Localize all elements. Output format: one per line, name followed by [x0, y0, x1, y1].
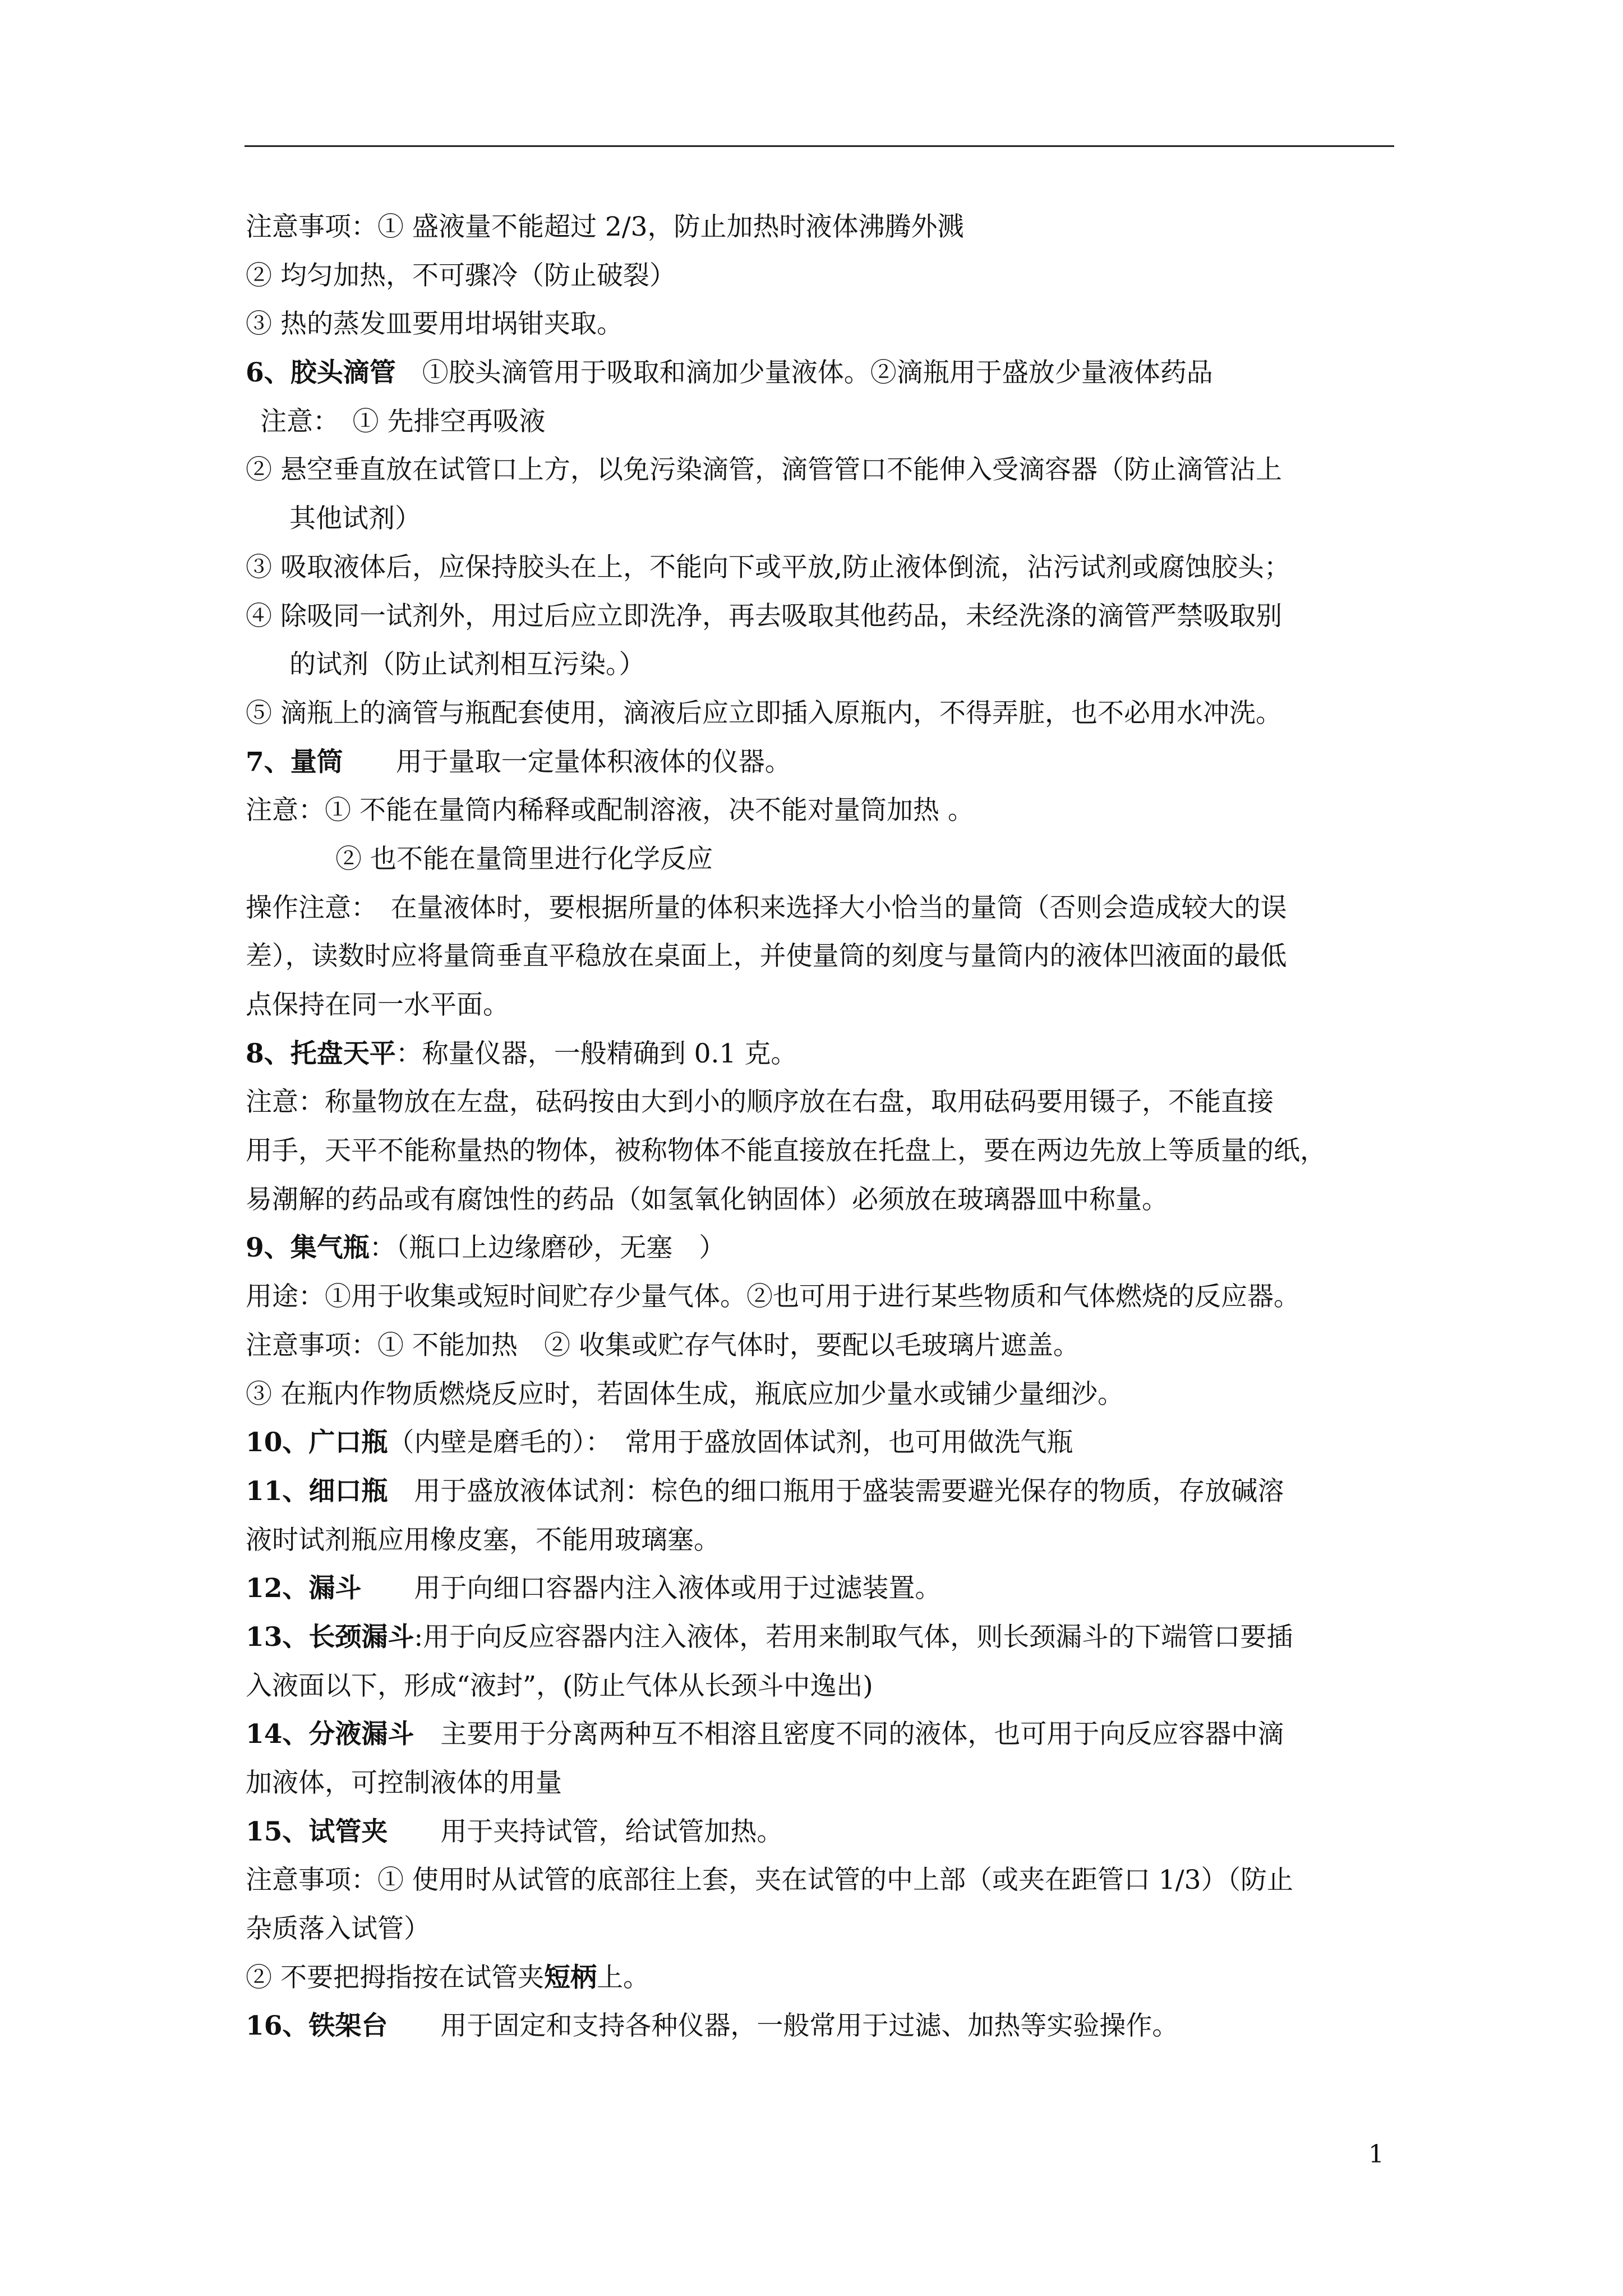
line-text: 的试剂（防止试剂相互污染。） [289, 649, 645, 680]
line-text: 注意事项：① 使用时从试管的底部往上套，夹在试管的中上部（或夹在距管口 1/3）（防止 [246, 1865, 1294, 1896]
page-number: 1 [1368, 2140, 1384, 2169]
text-line [246, 1516, 1395, 1565]
text-line [246, 835, 1395, 884]
line-text: 用途：①用于收集或短时间贮存少量气体。②也可用于进行某些物质和气体燃烧的反应器。 [246, 1281, 1300, 1313]
line-text: ③ 热的蒸发皿要用坩埚钳夹取。 [246, 309, 623, 340]
line-text: 注意： ① 先排空再吸液 [260, 406, 546, 437]
section-heading: 15、试管夹 [246, 1816, 388, 1847]
line-text: 其他试剂） [289, 503, 421, 535]
line-text: ⑤ 滴瓶上的滴管与瓶配套使用，滴液后应立即插入原瓶内，不得弄脏，也不必用水冲洗。 [246, 697, 1282, 729]
section-heading: 12、漏斗 [246, 1573, 362, 1604]
line-text: 注意：① 不能在量筒内稀释或配制溶液，决不能对量筒加热 。 [246, 795, 974, 826]
text-line [246, 300, 1395, 349]
section-heading: 9、集气瓶 [246, 1232, 370, 1264]
header-rule [245, 145, 1394, 147]
text-line [246, 592, 1395, 641]
text-line [246, 398, 1395, 447]
line-text: 用于向细口容器内注入液体或用于过滤装置。 [361, 1573, 942, 1604]
text-line [246, 1370, 1395, 1419]
line-text: ② 不要把拇指按在试管夹 [246, 1962, 544, 1993]
text-line [246, 495, 1395, 544]
text-line [246, 252, 1395, 301]
text-line [246, 1322, 1395, 1370]
line-text: ② 悬空垂直放在试管口上方，以免污染滴管，滴管管口不能伸入受滴容器（防止滴管沾上 [246, 454, 1282, 486]
line-text: 用于量取一定量体积液体的仪器。 [343, 746, 791, 777]
line-text: 注意：称量物放在左盘，砝码按由大到小的顺序放在右盘，取用砝码要用镊子，不能直接 [246, 1087, 1274, 1118]
line-text: 用手，天平不能称量热的物体，被称物体不能直接放在托盘上，要在两边先放上等质量的纸， [246, 1135, 1326, 1167]
text-line [246, 1127, 1395, 1176]
line-text-tail: 上。 [596, 1962, 649, 1993]
line-text: 差），读数时应将量筒垂直平稳放在桌面上，并使量筒的刻度与量筒内的液体凹液面的最低 [246, 941, 1287, 972]
line-text: 液时试剂瓶应用橡皮塞，不能用玻璃塞。 [246, 1524, 720, 1556]
line-text: ② 也不能在量筒里进行化学反应 [335, 843, 713, 875]
line-text: 用于夹持试管，给试管加热。 [388, 1816, 783, 1847]
line-text: ①胶头滴管用于吸取和滴加少量液体。②滴瓶用于盛放少量液体药品 [395, 357, 1213, 389]
line-text: ：称量仪器，一般精确到 0.1 克。 [395, 1038, 797, 1069]
section-heading-line [246, 738, 1395, 787]
text-line [246, 786, 1395, 835]
text-line [246, 446, 1395, 495]
section-heading-line [246, 1710, 1395, 1759]
section-heading-line [246, 1565, 1395, 1613]
line-text: 注意事项：① 不能加热 ② 收集或贮存气体时，要配以毛玻璃片遮盖。 [246, 1329, 1080, 1361]
text-line [246, 1954, 1395, 2003]
text-line [246, 689, 1395, 738]
line-text: 点保持在同一水平面。 [246, 990, 509, 1020]
section-heading: 8、托盘天平 [246, 1038, 396, 1069]
section-heading-line [246, 1224, 1395, 1273]
line-text: ④ 除吸同一试剂外，用过后应立即洗净，再去吸取其他药品，未经洗涤的滴管严禁吸取别 [246, 600, 1282, 632]
text-line [246, 1905, 1395, 1954]
bold-term: 短柄 [543, 1962, 597, 1993]
section-heading-line [246, 2002, 1395, 2051]
line-text: 杂质落入试管） [246, 1913, 430, 1945]
section-heading-line [246, 1613, 1395, 1662]
text-line [246, 1759, 1395, 1808]
text-line [246, 1176, 1395, 1225]
section-heading-line [246, 1467, 1395, 1516]
line-text: 入液面以下，形成“液封”，(防止气体从长颈斗中逸出) [246, 1670, 873, 1701]
section-heading: 13、长颈漏斗 [246, 1621, 414, 1653]
section-heading-line [246, 1030, 1395, 1079]
section-heading: 10、广口瓶 [246, 1427, 388, 1458]
text-line [246, 1078, 1395, 1127]
text-line [246, 981, 1395, 1030]
section-heading: 14、分液漏斗 [246, 1719, 414, 1750]
line-text: 加液体，可控制液体的用量 [246, 1768, 562, 1798]
text-line [246, 203, 1395, 252]
line-text: ：（瓶口上边缘磨砂，无塞 ） [369, 1232, 726, 1264]
section-heading: 6、胶头滴管 [246, 357, 396, 389]
line-text: 注意事项：① 盛液量不能超过 2/3，防止加热时液体沸腾外溅 [246, 211, 964, 242]
line-text: （内壁是磨毛的）： 常用于盛放固体试剂，也可用做洗气瓶 [388, 1427, 1073, 1458]
text-line [246, 884, 1395, 933]
text-line [246, 641, 1395, 689]
section-heading-line [246, 1808, 1395, 1857]
text-line [246, 932, 1395, 981]
text-line [246, 544, 1395, 592]
section-heading-line [246, 1419, 1395, 1467]
line-text: 用于盛放液体试剂：棕色的细口瓶用于盛装需要避光保存的物质，存放碱溶 [388, 1475, 1284, 1507]
section-heading-line [246, 349, 1395, 398]
line-text: ② 均匀加热，不可骤冷（防止破裂） [246, 260, 676, 291]
line-text: 主要用于分离两种互不相溶且密度不同的液体，也可用于向反应容器中滴 [414, 1719, 1284, 1750]
text-line [246, 1856, 1395, 1905]
line-text: :用于向反应容器内注入液体，若用来制取气体，则长颈漏斗的下端管口要插 [414, 1621, 1293, 1653]
section-heading: 16、铁架台 [246, 2010, 388, 2042]
line-text: ③ 在瓶内作物质燃烧反应时，若固体生成，瓶底应加少量水或铺少量细沙。 [246, 1378, 1124, 1410]
line-text: 用于固定和支持各种仪器，一般常用于过滤、加热等实验操作。 [388, 2010, 1179, 2042]
line-text: 易潮解的药品或有腐蚀性的药品（如氢氧化钠固体）必须放在玻璃器皿中称量。 [246, 1184, 1168, 1215]
section-heading: 7、量筒 [246, 746, 343, 777]
section-heading: 11、细口瓶 [246, 1475, 388, 1507]
line-text: 操作注意： 在量液体时，要根据所量的体积来选择大小恰当的量筒（否则会造成较大的误 [246, 892, 1287, 923]
line-text: ③ 吸取液体后，应保持胶头在上，不能向下或平放,防止液体倒流，沾污试剂或腐蚀胶头； [246, 551, 1290, 583]
text-line [246, 1662, 1395, 1711]
document-body [246, 203, 1395, 2051]
text-line [246, 1273, 1395, 1322]
